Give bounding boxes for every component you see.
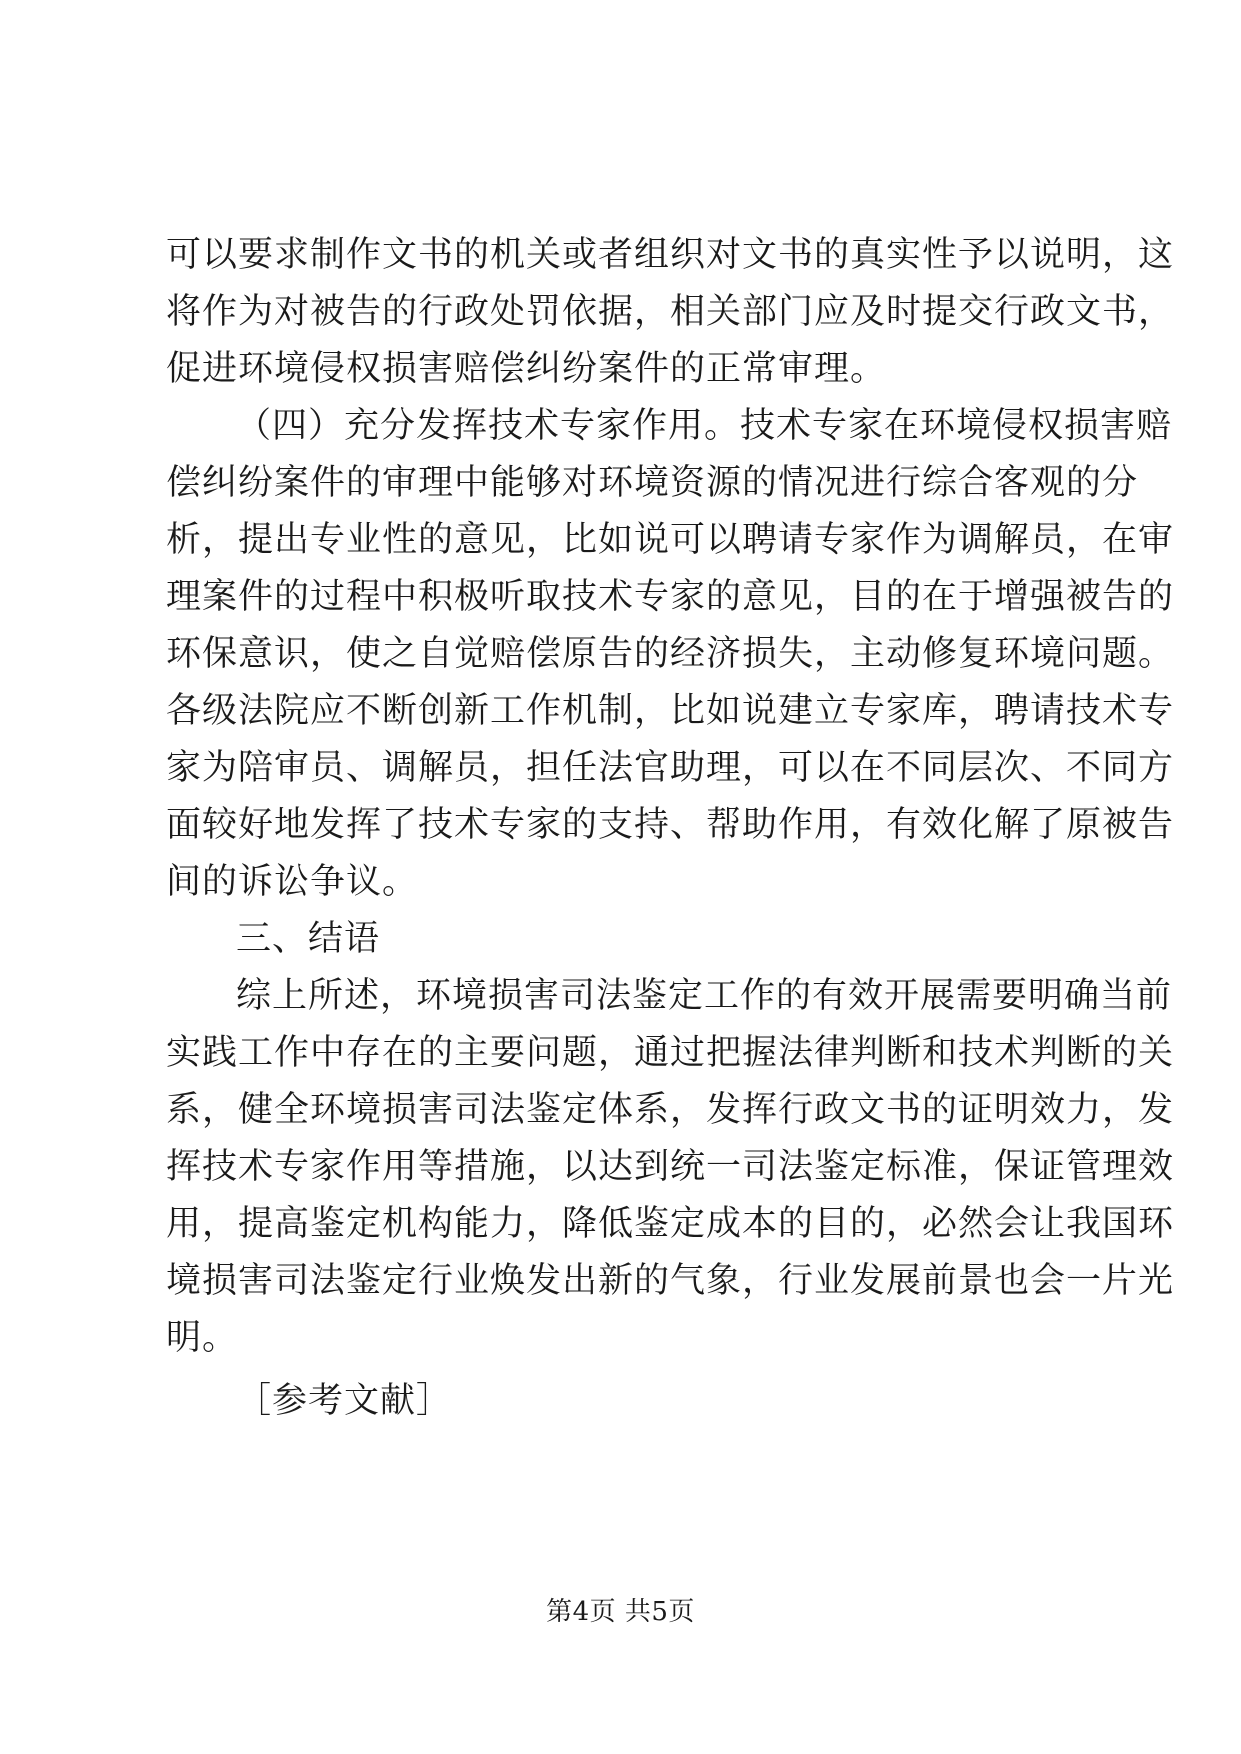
paragraph-line: 促进环境侵权损害赔偿纠纷案件的正常审理。 [166,349,887,389]
paragraph-line: 境损害司法鉴定行业焕发出新的气象，行业发展前景也会一片光 [166,1261,1175,1301]
paragraph-line: 间的诉讼争议。 [166,862,419,902]
section-heading-line: （四）充分发挥技术专家作用。技术专家在环境侵权损害赔 [236,406,1173,446]
paragraph-line: 将作为对被告的行政处罚依据，相关部门应及时提交行政文书， [166,292,1175,332]
paragraph-line: 综上所述，环境损害司法鉴定工作的有效开展需要明确当前 [236,976,1173,1016]
paragraph-line: 实践工作中存在的主要问题，通过把握法律判断和技术判断的关 [166,1033,1175,1073]
paragraph-line: 家为陪审员、调解员，担任法官助理，可以在不同层次、不同方 [166,748,1175,788]
paragraph-line: 环保意识，使之自觉赔偿原告的经济损失，主动修复环境问题。 [166,634,1175,674]
paragraph-line: 面较好地发挥了技术专家的支持、帮助作用，有效化解了原被告 [166,805,1175,845]
paragraph-line: 各级法院应不断创新工作机制，比如说建立专家库，聘请技术专 [166,691,1175,731]
paragraph-line: 析，提出专业性的意见，比如说可以聘请专家作为调解员，在审 [166,520,1175,560]
paragraph-line: 明。 [166,1318,239,1358]
paragraph-line: 偿纠纷案件的审理中能够对环境资源的情况进行综合客观的分 [166,463,1139,503]
page-number-footer: 第4页 共5页 [546,1597,695,1627]
paragraph-line: 系，健全环境损害司法鉴定体系，发挥行政文书的证明效力，发 [166,1090,1175,1130]
paragraph-line: 理案件的过程中积极听取技术专家的意见，目的在于增强被告的 [166,577,1175,617]
paragraph-line: 用，提高鉴定机构能力，降低鉴定成本的目的，必然会让我国环 [166,1204,1175,1244]
paragraph-line: 可以要求制作文书的机关或者组织对文书的真实性予以说明，这 [166,235,1175,275]
paragraph-line: 挥技术专家作用等措施，以达到统一司法鉴定标准，保证管理效 [166,1147,1175,1187]
section-title: 三、结语 [236,919,381,959]
references-heading: ［参考文献］ [236,1381,453,1421]
